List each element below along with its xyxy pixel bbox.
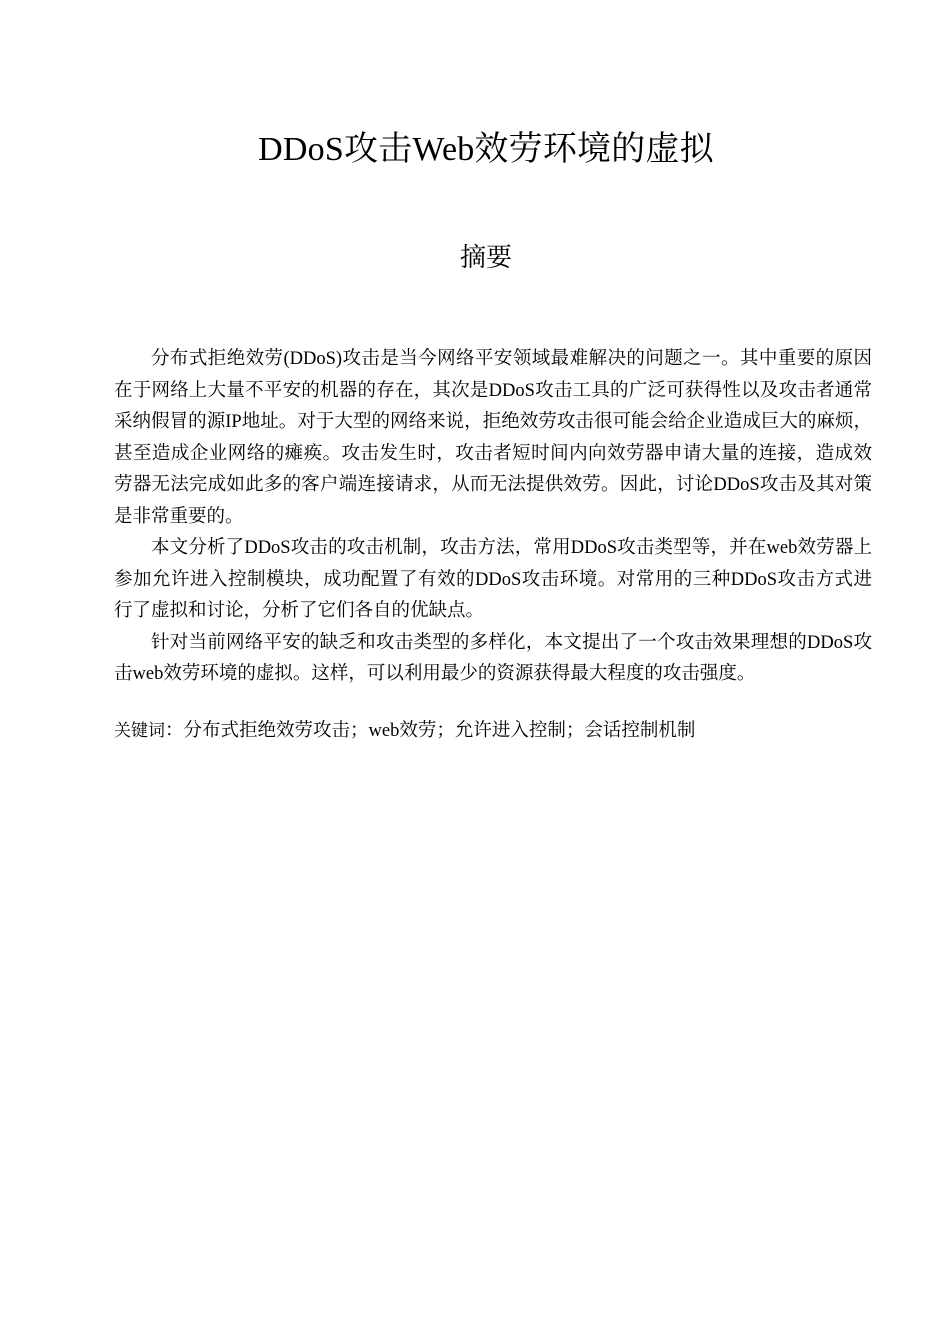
abstract-paragraph-1: 分布式拒绝效劳(DDoS)攻击是当今网络平安领域最难解决的问题之一。其中重要的原因在于网络上大量不平安的机器的存在，其次是DDoS攻击工具的广泛可获得性以及攻击者通常采纳假冒的源IP地址。对于大型的网络来说，拒绝效劳攻击很可能会给企业造成巨大的麻烦，甚至造成企业网络的瘫痪。攻击发生时，攻击者短时间内向效劳器申请大量的连接，造成效劳器无法完成如此多的客户端连接请求，从而无法提供效劳。因此，讨论DDoS攻击及其对策是非常重要的。 [114,349,872,527]
keywords-separator: ： [165,721,184,741]
abstract-paragraph-2: 本文分析了DDoS攻击的攻击机制，攻击方法，常用DDoS攻击类型等，并在web效劳器上参加允许进入控制模块，成功配置了有效的DDoS攻击环境。对常用的三种DDoS攻击方式进行了虚拟和讨论，分析了它们各自的优缺点。 [114,538,872,621]
keywords-line [114,716,872,747]
keywords-text: 分布式拒绝效劳攻击；web效劳；允许进入控制；会话控制机制 [183,721,696,741]
abstract-body [114,344,872,691]
abstract-heading: 摘要 [459,243,512,273]
keywords-label: 关键词 [114,721,165,741]
document-title: DDoS攻击Web效劳环境的虚拟 [258,131,714,168]
abstract-paragraph-3: 针对当前网络平安的缺乏和攻击类型的多样化，本文提出了一个攻击效果理想的DDoS攻击web效劳环境的虚拟。这样，可以利用最少的资源获得最大程度的攻击强度。 [114,632,872,684]
